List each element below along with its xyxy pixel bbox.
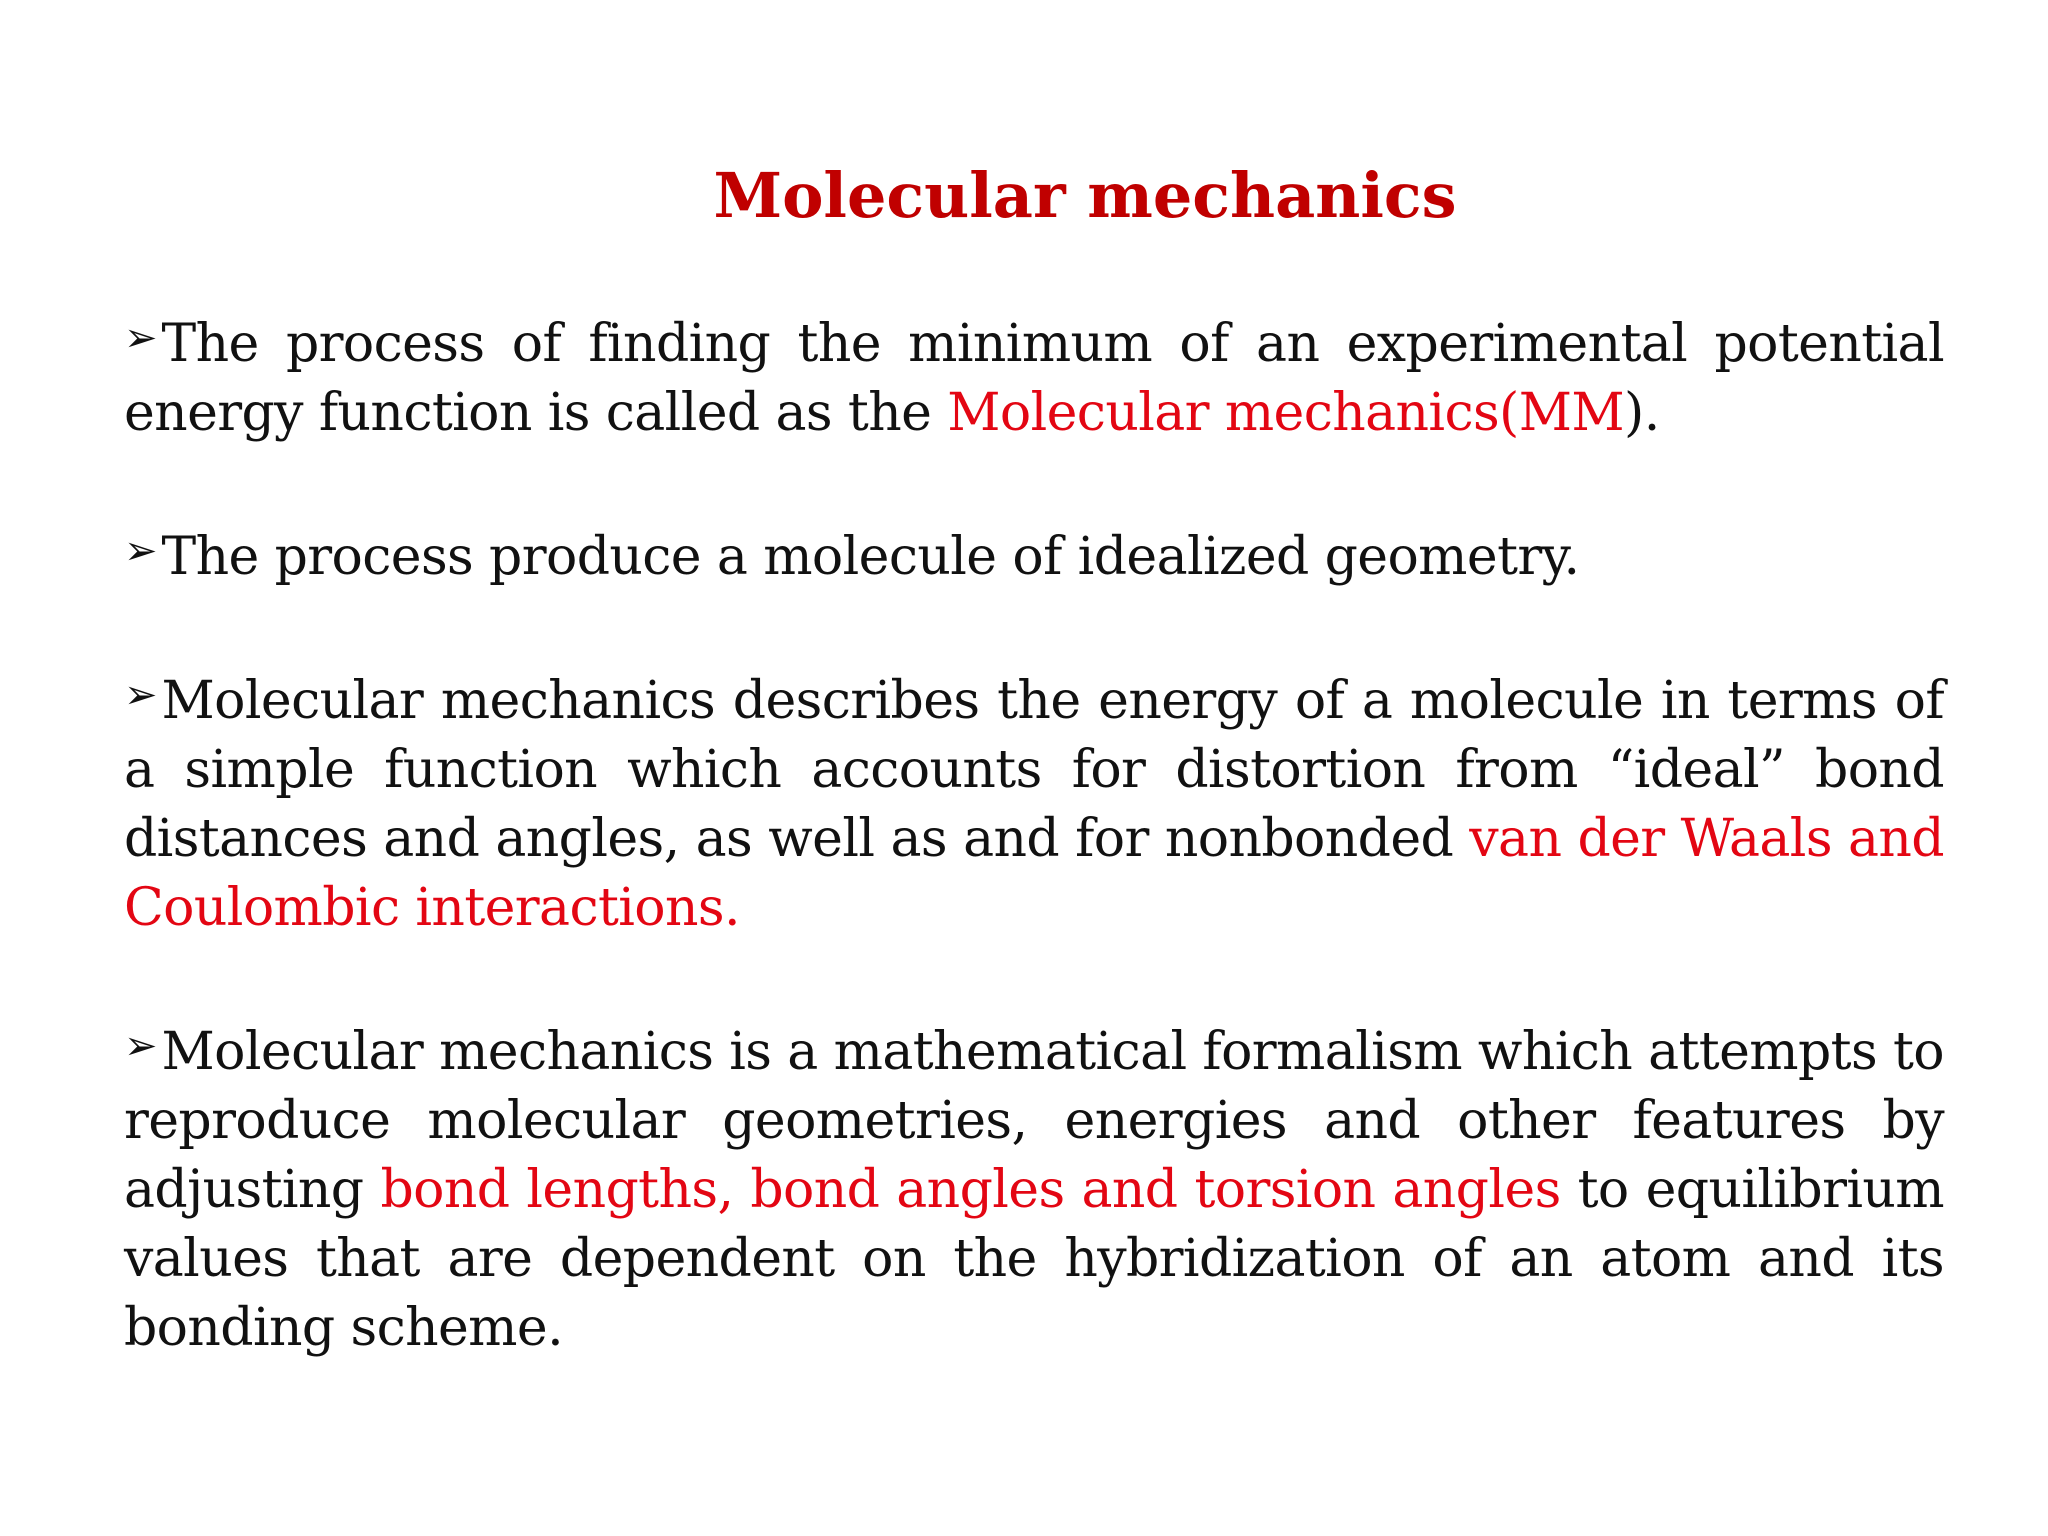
bullet-text: ).: [1624, 383, 1660, 443]
bullet-item-1: [124, 304, 1944, 448]
bullet-text: The process of finding the minimum of an experimental potential energy function is called as the: [124, 314, 1944, 443]
bullet-text: Molecular mechanics is a mathematical formalism which attempts to reproduce molecular geometries, energies and other features by adjusting: [124, 1022, 1944, 1220]
bullet-text: Molecular mechanics describes the energy of a molecule in terms of a simple function which accounts for distortion from “ideal” bond distances and angles, as well as and for nonbonded: [124, 671, 1944, 869]
slide-title: Molecular mechanics: [713, 159, 1457, 232]
bullet-item-3: [124, 661, 1944, 943]
bullet-text: to equilibrium values that are dependent on the hybridization of an atom and its bonding scheme.: [124, 1160, 1944, 1358]
arrowhead-bullet-icon: ➢: [124, 1023, 158, 1069]
arrowhead-bullet-icon: ➢: [124, 528, 158, 574]
arrowhead-bullet-icon: ➢: [124, 315, 158, 361]
bullet-item-2: [124, 517, 1944, 592]
arrowhead-bullet-icon: ➢: [124, 672, 158, 718]
highlighted-text: van der Waals and Coulombic interactions.: [124, 809, 1944, 938]
highlighted-text: bond lengths, bond angles and torsion angles: [380, 1160, 1561, 1220]
bullet-text: The process produce a molecule of idealized geometry.: [161, 527, 1580, 587]
highlighted-text: Molecular mechanics(MM: [947, 383, 1625, 443]
bullet-list: [124, 304, 1944, 1432]
bullet-item-4: [124, 1012, 1944, 1363]
